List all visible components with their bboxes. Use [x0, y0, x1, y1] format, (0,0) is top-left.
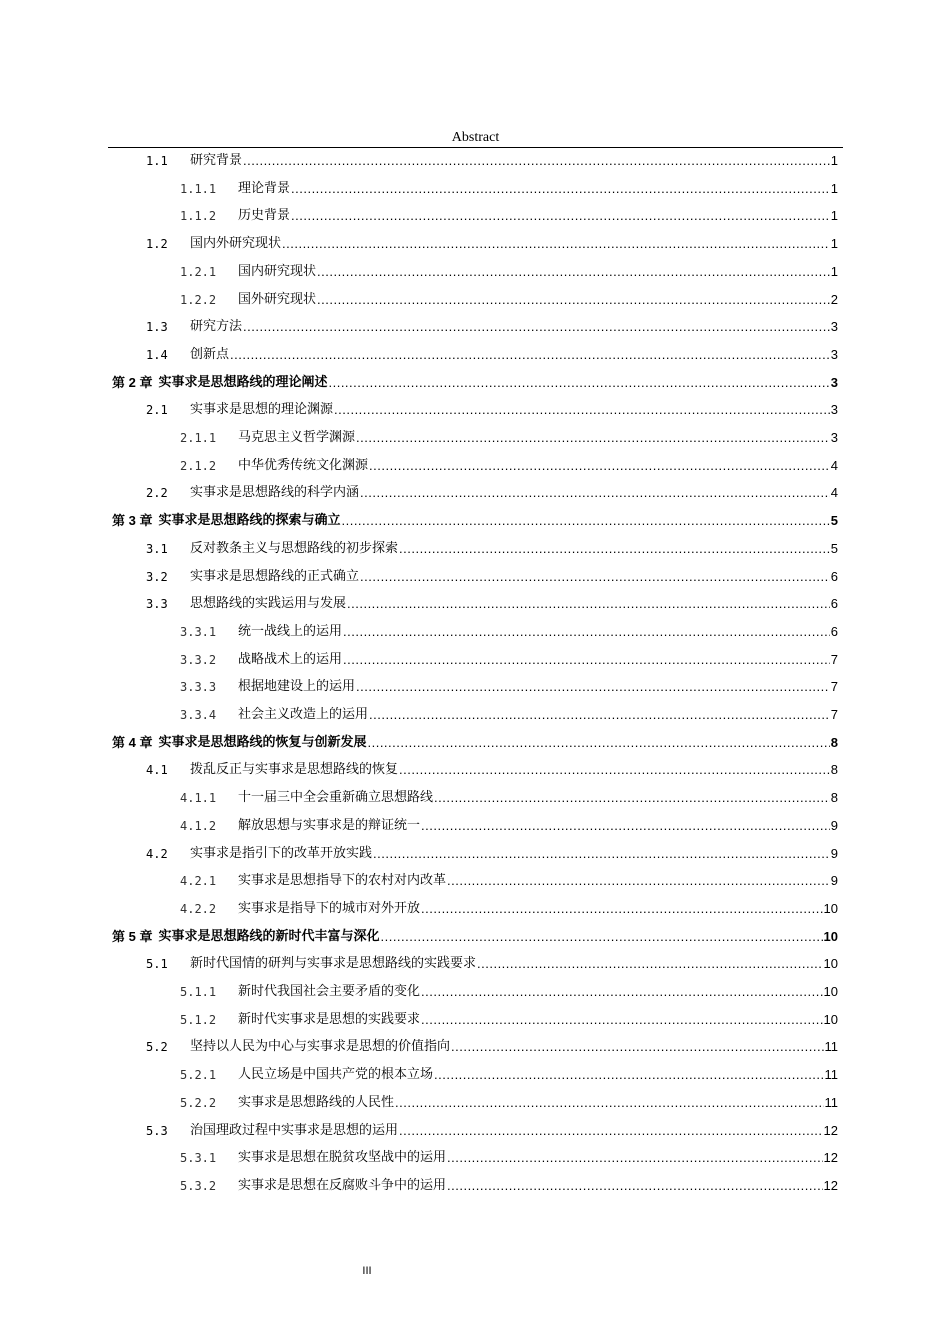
toc-entry[interactable]: [180, 811, 838, 835]
toc-entry-number: 5.3.2: [180, 1178, 217, 1193]
dot-leader: [291, 180, 830, 198]
toc-entry[interactable]: [180, 1171, 838, 1195]
toc-entry-number: 5.2: [146, 1040, 168, 1055]
toc-entry-page: 9: [830, 873, 838, 889]
toc-entry-title: 反对教条主义与思想路线的初步探索: [190, 540, 399, 556]
toc-chapter-entry[interactable]: [112, 922, 838, 946]
toc-entry-page: 1: [830, 208, 838, 224]
toc-entry-number: 3.3: [146, 597, 168, 612]
toc-entry-page: 3: [830, 319, 838, 335]
toc-entry-title: 思想路线的实践运用与发展: [190, 596, 347, 612]
toc-entry-page: 8: [830, 734, 838, 750]
dot-leader: [317, 263, 830, 281]
toc-entry-title: 实事求是思想路线的新时代丰富与深化: [158, 928, 380, 944]
dot-leader: [334, 401, 830, 419]
toc-entry-page: 10: [823, 984, 838, 999]
dot-leader: [341, 512, 829, 530]
toc-entry[interactable]: [180, 672, 838, 696]
toc-entry[interactable]: [180, 423, 838, 447]
dot-leader: [243, 152, 830, 170]
dot-leader: [369, 706, 830, 724]
toc-entry[interactable]: [146, 146, 838, 170]
toc-entry-title: 国外研究现状: [238, 291, 317, 307]
toc-entry-page: 3: [830, 402, 838, 418]
toc-entry-page: 7: [830, 707, 838, 722]
toc-entry-number: 1.2.2: [180, 292, 217, 307]
dot-leader: [399, 540, 830, 558]
toc-entry-title: 坚持以人民为中心与实事求是思想的价值指向: [190, 1039, 451, 1055]
toc-entry-page: 11: [824, 1067, 838, 1083]
dot-leader: [477, 955, 823, 973]
toc-entry[interactable]: [146, 949, 838, 973]
dot-leader: [421, 1011, 823, 1029]
toc-entry-title: 实事求是指引下的改革开放实践: [190, 845, 373, 861]
toc-entry-title: 中华优秀传统文化渊源: [238, 457, 369, 473]
toc-entry[interactable]: [146, 340, 838, 364]
toc-entry-number: 2.2: [146, 486, 168, 501]
toc-entry-number: 1.2.1: [180, 264, 217, 279]
toc-entry-page: 4: [830, 485, 838, 501]
toc-entry-title: 国内研究现状: [238, 263, 317, 279]
toc-entry[interactable]: [180, 1005, 838, 1029]
dot-leader: [421, 817, 830, 835]
toc-entry-page: 2: [830, 291, 838, 307]
toc-entry[interactable]: [146, 395, 838, 419]
dot-leader: [399, 761, 830, 779]
toc-entry-page: 5: [830, 540, 838, 556]
toc-entry-title: 社会主义改造上的运用: [238, 707, 369, 722]
toc-entry-number: 4.1.1: [180, 791, 217, 806]
toc-chapter-entry[interactable]: [112, 368, 838, 392]
dot-leader: [328, 374, 829, 392]
toc-entry-title: 国内外研究现状: [190, 236, 282, 252]
toc-entry-page: 12: [823, 1150, 838, 1166]
toc-chapter-entry[interactable]: [112, 506, 838, 530]
toc-entry-title: 新时代我国社会主要矛盾的变化: [238, 984, 421, 999]
toc-entry[interactable]: [146, 839, 838, 863]
dot-leader: [367, 734, 829, 752]
dot-leader: [230, 346, 830, 364]
toc-entry-title: 根据地建设上的运用: [238, 679, 356, 695]
toc-entry-number: 1.1.2: [180, 209, 217, 224]
toc-entry-number: 1.2: [146, 237, 168, 252]
toc-entry-page: 7: [830, 651, 838, 667]
toc-entry-title: 马克思主义哲学渊源: [238, 430, 356, 445]
toc-entry[interactable]: [146, 478, 838, 502]
toc-entry-page: 6: [830, 596, 838, 612]
toc-entry[interactable]: [180, 451, 838, 475]
toc-entry-page: 7: [830, 679, 838, 695]
dot-leader: [291, 207, 830, 225]
toc-entry-page: 3: [830, 346, 838, 362]
toc-entry[interactable]: [146, 534, 838, 558]
toc-entry-title: 新时代国情的研判与实事求是思想路线的实践要求: [190, 956, 477, 972]
dot-leader: [451, 1038, 823, 1056]
toc-entry-number: 2.1: [146, 403, 168, 418]
toc-entry-title: 战略战术上的运用: [238, 651, 343, 667]
dot-leader: [421, 983, 823, 1001]
toc-entry-page: 9: [830, 817, 838, 833]
dot-leader: [373, 845, 830, 863]
toc-entry[interactable]: [180, 1143, 838, 1167]
toc-entry-title: 拨乱反正与实事求是思想路线的恢复: [190, 762, 399, 778]
dot-leader: [447, 1149, 823, 1167]
toc-entry[interactable]: [146, 562, 838, 586]
toc-entry-title: 实事求是思想路线的人民性: [238, 1094, 395, 1110]
toc-entry-title: 新时代实事求是思想的实践要求: [238, 1011, 421, 1027]
toc-entry-page: 6: [830, 623, 838, 639]
toc-entry-number: 5.2.1: [180, 1068, 217, 1083]
toc-entry-page: 3: [830, 374, 838, 390]
toc-entry[interactable]: [146, 229, 838, 253]
toc-entry-page: 12: [823, 1122, 838, 1138]
toc-entry-number: 4.1: [146, 763, 168, 778]
toc-entry-page: 5: [830, 513, 838, 529]
toc-entry-number: 5.3: [146, 1123, 168, 1138]
toc-entry-number: 第 2 章: [112, 374, 153, 390]
dot-leader: [356, 678, 830, 696]
toc-entry-page: 10: [823, 956, 838, 972]
toc-entry-number: 4.2.1: [180, 874, 217, 889]
toc-entry-number: 2.1.1: [180, 431, 217, 445]
toc-entry-page: 12: [823, 1177, 838, 1193]
dot-leader: [447, 1177, 823, 1195]
toc-entry-number: 5.3.1: [180, 1151, 217, 1166]
dot-leader: [369, 457, 830, 475]
toc-entry-page: 10: [823, 1011, 838, 1027]
toc-chapter-entry[interactable]: [112, 728, 838, 752]
toc-entry-number: 第 3 章: [112, 513, 153, 529]
toc-entry-title: 人民立场是中国共产党的根本立场: [238, 1067, 434, 1083]
toc-entry-title: 实事求是思想路线的理论阐述: [158, 374, 328, 390]
toc-entry-title: 研究背景: [190, 153, 243, 168]
toc-entry-title: 实事求是思想指导下的农村对内改革: [238, 873, 447, 889]
toc-entry-number: 第 4 章: [112, 734, 153, 750]
toc-entry[interactable]: [180, 617, 838, 641]
dot-leader: [447, 872, 830, 890]
toc-entry[interactable]: [146, 1032, 838, 1056]
dot-leader: [421, 900, 823, 918]
toc-entry-title: 统一战线上的运用: [238, 623, 343, 639]
toc-entry-page: 1: [830, 180, 838, 196]
toc-entry-title: 创新点: [190, 346, 230, 362]
toc-entry[interactable]: [180, 977, 838, 1001]
toc-entry-number: 3.3.4: [180, 708, 217, 722]
toc-entry-title: 实事求是指导下的城市对外开放: [238, 900, 421, 916]
toc-entry[interactable]: [180, 783, 838, 807]
dot-leader: [395, 1094, 823, 1112]
dot-leader: [360, 484, 830, 502]
toc-entry-number: 3.3.1: [180, 624, 217, 639]
toc-entry-number: 5.1.1: [180, 985, 217, 999]
toc-entry-page: 10: [823, 900, 838, 916]
toc-entry-page: 1: [830, 153, 838, 168]
toc-entry-title: 实事求是思想路线的正式确立: [190, 568, 360, 584]
toc-entry[interactable]: [180, 174, 838, 198]
toc-entry-title: 理论背景: [238, 180, 291, 196]
toc-entry-title: 研究方法: [190, 319, 243, 335]
toc-entry-page: 1: [830, 263, 838, 279]
dot-leader: [317, 291, 830, 309]
toc-entry-title: 实事求是思想的理论渊源: [190, 402, 334, 418]
toc-entry-title: 实事求是思想在脱贫攻坚战中的运用: [238, 1150, 447, 1166]
toc-entry-title: 实事求是思想路线的探索与确立: [158, 513, 341, 529]
dot-leader: [356, 429, 830, 447]
toc-entry-title: 实事求是思想路线的科学内涵: [190, 485, 360, 501]
toc-entry-number: 2.1.2: [180, 458, 217, 473]
toc-entry-page: 8: [830, 790, 838, 806]
toc-entry-title: 十一届三中全会重新确立思想路线: [238, 790, 434, 806]
toc-entry-number: 3.1: [146, 541, 168, 556]
toc-entry-number: 3.2: [146, 569, 168, 584]
toc-entry[interactable]: [180, 866, 838, 890]
toc-entry-number: 1.1.1: [180, 181, 217, 196]
toc-entry[interactable]: [180, 700, 838, 724]
toc-entry-title: 治国理政过程中实事求是思想的运用: [190, 1122, 399, 1138]
toc-entry-number: 5.1.2: [180, 1012, 217, 1027]
toc-entry-title: 实事求是思想在反腐败斗争中的运用: [238, 1177, 447, 1193]
page-number: III: [362, 1265, 372, 1277]
toc-entry-number: 1.1: [146, 154, 168, 168]
toc-entry-number: 3.3.2: [180, 652, 217, 667]
toc-entry-page: 3: [830, 430, 838, 445]
toc-entry[interactable]: [180, 257, 838, 281]
dot-leader: [343, 651, 830, 669]
toc-entry[interactable]: [180, 1060, 838, 1084]
toc-entry-title: 实事求是思想路线的恢复与创新发展: [158, 734, 367, 750]
toc-entry[interactable]: [180, 894, 838, 918]
toc-entry-number: 4.1.2: [180, 818, 217, 833]
toc-entry-number: 第 5 章: [112, 928, 153, 944]
toc-entry[interactable]: [146, 1116, 838, 1140]
dot-leader: [399, 1122, 823, 1140]
toc-entry-number: 5.2.2: [180, 1095, 217, 1110]
dot-leader: [347, 595, 830, 613]
dot-leader: [360, 568, 830, 586]
running-header: Abstract: [108, 128, 843, 148]
dot-leader: [243, 318, 830, 336]
toc-entry-page: 11: [824, 1094, 838, 1110]
toc-entry-title: 历史背景: [238, 208, 291, 224]
toc-entry-page: 8: [830, 762, 838, 778]
toc-entry-number: 4.2: [146, 846, 168, 861]
toc-entry-page: 6: [830, 568, 838, 584]
toc-entry[interactable]: [146, 589, 838, 613]
toc-entry-number: 5.1: [146, 957, 168, 972]
dot-leader: [343, 623, 830, 641]
toc-entry-number: 3.3.3: [180, 680, 217, 695]
dot-leader: [434, 789, 830, 807]
toc-entry[interactable]: [146, 312, 838, 336]
toc-entry-page: 1: [830, 236, 838, 252]
toc-entry-page: 11: [824, 1039, 838, 1055]
toc-entry-title: 解放思想与实事求是的辩证统一: [238, 817, 421, 833]
toc-entry-number: 1.3: [146, 320, 168, 335]
toc-entry[interactable]: [180, 645, 838, 669]
toc-entry-number: 1.4: [146, 347, 168, 362]
toc-entry-page: 9: [830, 845, 838, 861]
dot-leader: [380, 928, 822, 946]
toc-entry[interactable]: [146, 755, 838, 779]
toc-entry[interactable]: [180, 1088, 838, 1112]
toc-entry-page: 10: [823, 928, 838, 944]
toc-entry-page: 4: [830, 457, 838, 473]
dot-leader: [282, 235, 830, 253]
toc-entry[interactable]: [180, 285, 838, 309]
toc-entry[interactable]: [180, 201, 838, 225]
toc-entry-number: 4.2.2: [180, 901, 217, 916]
dot-leader: [434, 1066, 823, 1084]
